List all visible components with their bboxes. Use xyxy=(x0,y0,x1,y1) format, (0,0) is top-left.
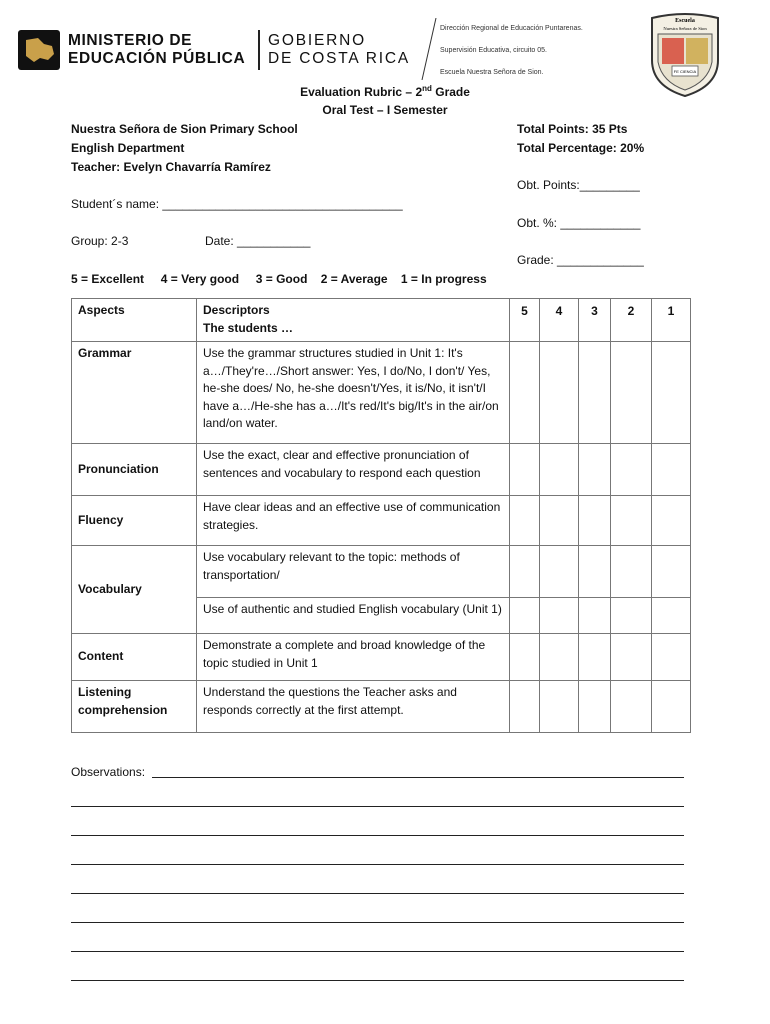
score-cell[interactable] xyxy=(611,634,652,681)
observation-line[interactable] xyxy=(71,893,684,894)
score-cell[interactable] xyxy=(510,496,540,546)
score-cell[interactable] xyxy=(652,546,691,598)
score-cell[interactable] xyxy=(510,546,540,598)
observation-line[interactable] xyxy=(152,777,684,778)
descriptor-content: Demonstrate a complete and broad knowledge of the topic studied in Unit 1 xyxy=(197,634,510,681)
region-line-1: Dirección Regional de Educación Puntarenas. xyxy=(440,25,583,32)
score-cell[interactable] xyxy=(579,546,611,598)
aspect-fluency: Fluency xyxy=(72,496,197,546)
score-3-header: 3 xyxy=(579,299,611,342)
score-cell[interactable] xyxy=(510,681,540,733)
score-cell[interactable] xyxy=(611,598,652,634)
crest-top-label: Escuela xyxy=(675,18,695,24)
descriptors-header: Descriptors The students … xyxy=(197,299,510,342)
crest-name-label: Nuestra Señora de Sion xyxy=(663,26,707,31)
score-cell[interactable] xyxy=(652,444,691,496)
observation-line[interactable] xyxy=(71,864,684,865)
government-name: GOBIERNO DE COSTA RICA xyxy=(268,32,410,67)
region-line-2: Supervisión Educativa, circuito 05. xyxy=(440,47,547,54)
descriptor-fluency: Have clear ideas and an effective use of communication strategies. xyxy=(197,496,510,546)
rating-scale: 5 = Excellent 4 = Very good 3 = Good 2 = Average 1 = In progress xyxy=(71,272,487,286)
test-title: Oral Test – I Semester xyxy=(322,103,448,117)
total-points: Total Points: 35 Pts xyxy=(517,122,628,136)
region-line-3: Escuela Nuestra Señora de Sion. xyxy=(440,69,544,76)
score-cell[interactable] xyxy=(652,342,691,444)
score-cell[interactable] xyxy=(652,496,691,546)
score-cell[interactable] xyxy=(579,634,611,681)
table-row xyxy=(72,444,691,496)
teacher-name: Teacher: Evelyn Chavarría Ramírez xyxy=(71,160,271,174)
aspect-pronunciation: Pronunciation xyxy=(72,444,197,496)
score-cell[interactable] xyxy=(540,546,579,598)
group-label: Group: 2-3 xyxy=(71,234,129,248)
score-cell[interactable] xyxy=(579,681,611,733)
table-row xyxy=(72,496,691,546)
total-percentage: Total Percentage: 20% xyxy=(517,141,645,155)
score-cell[interactable] xyxy=(611,444,652,496)
obtained-points-field[interactable]: Obt. Points:_________ xyxy=(517,178,640,192)
observation-line[interactable] xyxy=(71,806,684,807)
score-cell[interactable] xyxy=(652,634,691,681)
descriptor-vocabulary-1: Use vocabulary relevant to the topic: methods of transportation/ xyxy=(197,546,510,598)
score-cell[interactable] xyxy=(540,681,579,733)
score-cell[interactable] xyxy=(611,681,652,733)
score-cell[interactable] xyxy=(611,342,652,444)
score-cell[interactable] xyxy=(510,634,540,681)
descriptor-vocabulary-2: Use of authentic and studied English vocabulary (Unit 1) xyxy=(197,598,510,634)
descriptor-pronunciation: Use the exact, clear and effective pronunciation of sentences and vocabulary to respond each question xyxy=(197,444,510,496)
header-divider xyxy=(258,30,260,70)
table-row xyxy=(72,546,691,598)
score-1-header: 1 xyxy=(652,299,691,342)
aspect-grammar: Grammar xyxy=(72,342,197,444)
observation-line[interactable] xyxy=(71,835,684,836)
score-cell[interactable] xyxy=(579,598,611,634)
slash-divider xyxy=(420,18,440,80)
rubric-title: Evaluation Rubric – 2nd Grade xyxy=(300,84,470,99)
grade-field[interactable]: Grade: _____________ xyxy=(517,253,644,267)
observation-line[interactable] xyxy=(71,980,684,981)
ministry-name: MINISTERIO DE EDUCACIÓN PÚBLICA xyxy=(68,32,246,67)
score-cell[interactable] xyxy=(579,444,611,496)
score-4-header: 4 xyxy=(540,299,579,342)
score-5-header: 5 xyxy=(510,299,540,342)
score-cell[interactable] xyxy=(540,496,579,546)
observation-line[interactable] xyxy=(71,951,684,952)
score-cell[interactable] xyxy=(611,546,652,598)
ministry-logo xyxy=(18,30,60,70)
score-cell[interactable] xyxy=(510,342,540,444)
score-cell[interactable] xyxy=(540,342,579,444)
aspect-vocabulary: Vocabulary xyxy=(72,546,197,634)
score-2-header: 2 xyxy=(611,299,652,342)
score-cell[interactable] xyxy=(510,444,540,496)
department-name: English Department xyxy=(71,141,185,155)
score-cell[interactable] xyxy=(510,598,540,634)
descriptor-listening: Understand the questions the Teacher asks and responds correctly at the first attempt. xyxy=(197,681,510,733)
table-header-row xyxy=(72,299,691,342)
table-row xyxy=(72,681,691,733)
table-row xyxy=(72,634,691,681)
crest-motto-label: FE CIENCIA xyxy=(673,69,697,74)
observations-label: Observations: xyxy=(71,765,146,779)
aspects-header: Aspects xyxy=(72,299,197,342)
aspect-listening: Listening comprehension xyxy=(72,681,197,733)
table-row xyxy=(72,342,691,444)
school-name: Nuestra Señora de Sion Primary School xyxy=(71,122,298,136)
aspect-content: Content xyxy=(72,634,197,681)
observation-line[interactable] xyxy=(71,922,684,923)
score-cell[interactable] xyxy=(611,496,652,546)
obtained-percent-field[interactable]: Obt. %: ____________ xyxy=(517,216,641,230)
student-name-field[interactable]: Student´s name: ____________________________________ xyxy=(71,197,403,211)
score-cell[interactable] xyxy=(540,598,579,634)
score-cell[interactable] xyxy=(652,681,691,733)
descriptor-grammar: Use the grammar structures studied in Unit 1: It's a…/They're…/Short answer: Yes, I do/No, I don't/ Yes, he-she does/ No, he-she doesn't/Yes, it is/No, it isn't/I have a…/He-she has a…/It's red/It's big/It's in the air/on land/on water. xyxy=(197,342,510,444)
score-cell[interactable] xyxy=(579,496,611,546)
score-cell[interactable] xyxy=(540,634,579,681)
rubric-table xyxy=(71,298,691,733)
score-cell[interactable] xyxy=(652,598,691,634)
date-field[interactable]: Date: ___________ xyxy=(205,234,311,248)
score-cell[interactable] xyxy=(579,342,611,444)
score-cell[interactable] xyxy=(540,444,579,496)
